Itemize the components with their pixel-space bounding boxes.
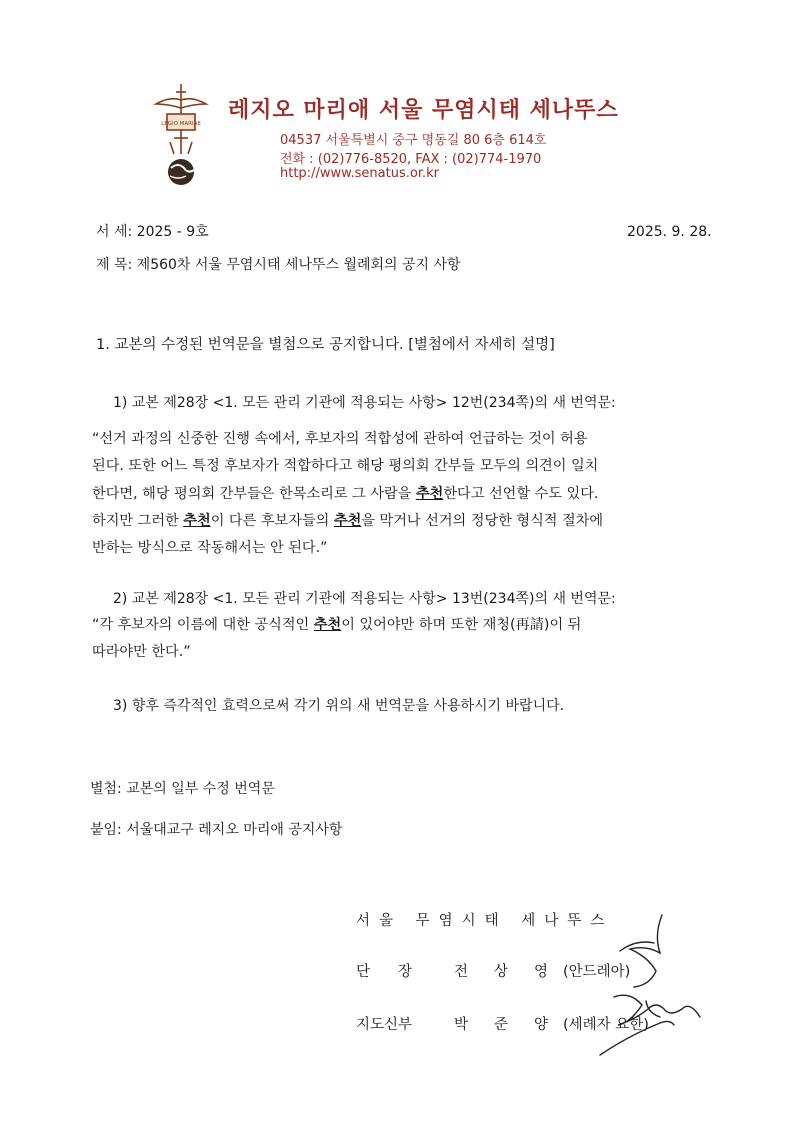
keyword-recommendation: 추천 <box>183 513 211 529</box>
phone-fax: 전화 : (02)776-8520, FAX : (02)774-1970 <box>280 152 542 167</box>
handwritten-signature-icon <box>590 905 710 1065</box>
item-1-quote-line: 한다면, 해당 평의회 간부들은 한목소리로 그 사람을 추천한다고 선언할 수도 있다. <box>92 486 599 502</box>
item-1-heading: 1) 교본 제28장 <1. 모든 관리 기관에 적용되는 사항> 12번(234쪽)의 새 번역문: <box>113 395 616 411</box>
item-2-quote-line: “각 후보자의 이름에 대한 공식적인 추천이 있어야만 하며 또한 재청(再請)이 뒤 <box>92 617 582 633</box>
spiritual-director-name: 박준양 <box>454 1017 575 1033</box>
document-number: 서 세: 2025 - 9호 <box>96 224 209 240</box>
president-title: 단장 <box>356 964 441 980</box>
item-3-text: 3) 향후 즉각적인 효력으로써 각기 위의 새 번역문을 사용하시기 바랍니다. <box>113 698 565 714</box>
organization-name: 레지오 마리애 서울 무염시태 세나뚜스 <box>228 98 619 123</box>
svg-text:LEGIO MARIAE: LEGIO MARIAE <box>161 121 201 127</box>
section-title: 1. 교본의 수정된 번역문을 별첨으로 공지합니다. [별첨에서 자세히 설명] <box>96 337 555 353</box>
keyword-recommendation: 추천 <box>415 486 444 502</box>
spiritual-director-baptismal-name: (세례자 요한) <box>563 1017 649 1033</box>
item-1-quote-line: 하지만 그러한 추천이 다른 후보자들의 추천을 막거나 선거의 정당한 형식적 절차에 <box>92 513 604 529</box>
spiritual-director-title: 지도신부 <box>356 1017 413 1033</box>
item-2-heading: 2) 교본 제28장 <1. 모든 관리 기관에 적용되는 사항> 13번(234쪽)의 새 번역문: <box>113 591 616 607</box>
address: 04537 서울특별시 중구 명동길 80 6층 614호 <box>280 133 547 148</box>
document-date: 2025. 9. 28. <box>627 224 712 240</box>
keyword-recommendation: 추천 <box>333 513 362 529</box>
addendum-note: 붙임: 서울대교구 레지오 마리애 공지사항 <box>90 822 343 838</box>
legio-mariae-emblem-icon <box>150 82 212 190</box>
signature-organization: 서울 무염시태 세나뚜스 <box>356 913 614 929</box>
item-1-quote-line: 반하는 방식으로 작동해서는 안 된다.” <box>92 540 328 556</box>
attachment-note: 별첨: 교본의 일부 수정 번역문 <box>90 781 275 797</box>
document-subject: 제 목: 제560차 서울 무염시태 세나뚜스 월례회의 공지 사항 <box>96 257 461 273</box>
item-1-quote-line: 된다. 또한 어느 특정 후보자가 적합하다고 해당 평의회 간부들 모두의 의견이 일치 <box>92 458 599 474</box>
website-link[interactable]: http://www.senatus.or.kr <box>280 166 439 181</box>
item-1-quote-line: “선거 과정의 신중한 진행 속에서, 후보자의 적합성에 관하여 언급하는 것이 허용 <box>92 431 588 447</box>
keyword-recommendation: 추천 <box>313 617 342 633</box>
president-baptismal-name: (안드레아) <box>563 964 631 980</box>
president-name: 전상영 <box>454 964 575 980</box>
item-2-quote-line: 따라야만 한다.” <box>92 644 191 660</box>
